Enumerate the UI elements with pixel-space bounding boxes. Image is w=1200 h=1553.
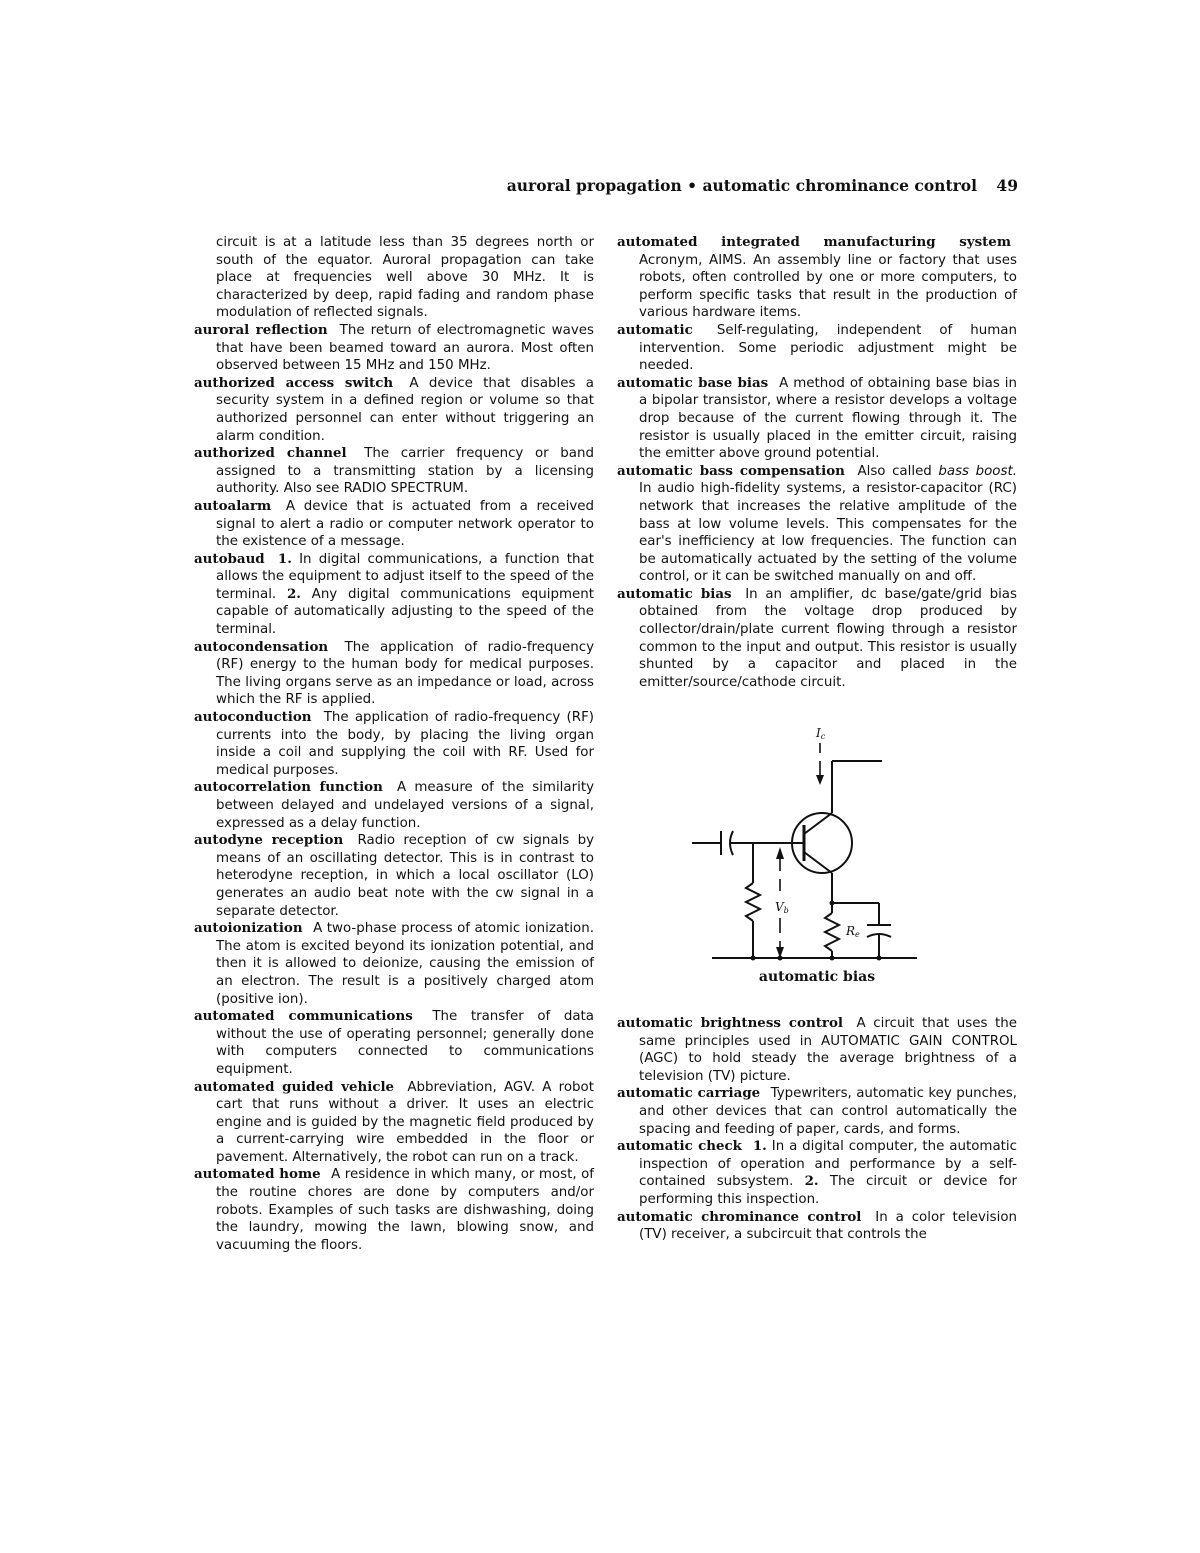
dictionary-entry: [194, 920, 594, 1008]
entry-definition: Acronym, AIMS. An assembly line or factory that uses robots, often controlled by one or more computers, to perform specific tasks that result in the production of various hardware items.: [639, 252, 1017, 321]
entry-definition: In a color television (TV) receiver, a subcircuit that controls the: [639, 1209, 1018, 1243]
entry-term: authorized access switch: [194, 374, 394, 391]
dictionary-entry: [617, 463, 1017, 586]
entry-term: automated integrated manufacturing system: [617, 234, 1011, 250]
entry-definition: A residence in which many, or most, of the routine chores are done by computers and/or robots. Examples of such tasks are dishwashing, doing the laundry, mowing the lawn, blowing snow, and vacuuming the floors.: [216, 1167, 594, 1253]
entry-term: autoionization: [194, 920, 303, 937]
collector-current-arrow: [816, 775, 824, 785]
dictionary-entry: [617, 1015, 1017, 1085]
entry-term: autocondensation: [194, 638, 329, 655]
entry-term: automatic check: [617, 1138, 742, 1155]
dictionary-entry: [617, 1209, 1017, 1244]
dictionary-entry: [617, 322, 1017, 375]
automatic-bias-figure: [617, 713, 1017, 987]
entry-definition: A two-phase process of atomic ionization. The atom is excited beyond its ionization potential, and then it is allowed to deionize, causing the emission of an electron. The result is a positively charged atom (positive ion).: [216, 921, 594, 1007]
entry-definition: In digital communications, a function that allows the equipment to adjust itself to the speed of the terminal.: [216, 551, 594, 602]
entry-definition: Also called: [857, 463, 932, 479]
dictionary-entry: [617, 1085, 1017, 1138]
page-number: 49: [996, 176, 1018, 195]
dictionary-entry-continued: circuit is at a latitude less than 35 degrees north or south of the equator. Auroral propagation can take place at frequencies well above 30 MHz. It is characterized by deep, rapid fading and random phase modulation of reflected signals.: [216, 235, 594, 321]
entry-term: automatic chrominance control: [617, 1208, 862, 1225]
entry-definition: In a digital computer, the automatic inspection of operation and performance by a self-contained subsystem.: [639, 1139, 1018, 1190]
sense-number: 1.: [752, 1138, 767, 1155]
entry-definition: A circuit that uses the same principles used in AUTOMATIC GAIN CONTROL (AGC) to hold steady the average brightness of a television (TV) picture.: [639, 1016, 1017, 1084]
sense-number: 1.: [277, 550, 292, 567]
entry-term: automatic brightness control: [617, 1015, 843, 1032]
entry-term: automatic bass compensation: [617, 462, 845, 479]
dictionary-entry: [194, 498, 594, 551]
entry-synonym: bass boost.: [938, 463, 1017, 479]
entry-definition: The circuit or device for performing this inspection.: [639, 1174, 1017, 1207]
entry-definition: A measure of the similarity between delayed and undelayed versions of a signal, expressed as a delay function.: [216, 780, 594, 831]
dictionary-entry: [194, 1008, 594, 1078]
entry-term: automated guided vehicle: [194, 1078, 395, 1095]
entry-definition: The application of radio-frequency (RF) energy to the human body for medical purposes. The living organs serve as an impedance or load, across which the RF is applied.: [216, 639, 595, 708]
emitter-resistor: [825, 913, 839, 951]
dictionary-entry: [194, 375, 594, 445]
dictionary-entry: [194, 779, 594, 832]
entry-definition: A device that is actuated from a received signal to alert a radio or computer network operator to the existence of a message.: [216, 498, 594, 550]
entry-definition: The return of electromagnetic waves that have been beamed toward an aurora. Most often observed between 15 MHz and 150 MHz.: [216, 322, 594, 374]
dictionary-entry: [194, 709, 594, 779]
entry-term: automatic carriage: [617, 1085, 761, 1102]
entry-definition: The transfer of data without the use of operating personnel; generally done with computers connected to communications equipment.: [216, 1009, 594, 1077]
entry-definition: Any digital communications equipment capable of automatically adjusting to the speed of the terminal.: [216, 586, 594, 638]
dictionary-entry: [194, 1166, 594, 1254]
entry-definition: The carrier frequency or band assigned to a transmitting station by a licensing authority. Also see RADIO SPECTRUM.: [216, 446, 594, 497]
entry-definition: A device that disables a security system in a defined region or volume so that authorized personnel can enter without triggering an alarm condition.: [216, 375, 594, 444]
entry-term: autobaud: [194, 550, 265, 567]
dictionary-entry: [194, 551, 594, 639]
entry-term: autocorrelation function: [194, 779, 383, 796]
running-head-title: auroral propagation • automatic chrominance control: [506, 176, 978, 195]
right-column: [617, 234, 1017, 1244]
dictionary-entry: [194, 445, 594, 498]
entry-definition: A method of obtaining base bias in a bipolar transistor, where a resistor develops a voltage drop because of the current flowing through it. The resistor is usually placed in the emitter circuit, raising the emitter above ground potential.: [639, 375, 1017, 462]
figure-caption: automatic bias: [758, 969, 876, 986]
entry-definition: Self-regulating, independent of human intervention. Some periodic adjustment might be needed.: [639, 322, 1017, 374]
entry-definition: Typewriters, automatic key punches, and other devices that can control automatically the spacing and feeding of paper, cards, and forms.: [639, 1086, 1017, 1137]
vb-label: Vb: [775, 900, 789, 916]
dictionary-entry: [617, 586, 1017, 692]
dictionary-entry: [194, 639, 594, 709]
entry-definition: In audio high-fidelity systems, a resistor-capacitor (RC) network that increases the relative amplitude of the bass at low volume levels. This compensates for the ear's inefficiency at low frequencies. The function can be automatically actuated by the setting of the volume control, or it can be switched manually on and off.: [639, 481, 1017, 585]
entry-term: automated communications: [194, 1008, 413, 1025]
entry-definition: The application of radio-frequency (RF) currents into the body, by placing the living organ inside a coil and supplying the coil with RF. Used for medical purposes.: [216, 710, 594, 778]
entry-definition: Radio reception of cw signals by means of an oscillating detector. This is in contrast to heterodyne reception, in which a local oscillator (LO) generates an audio beat note with the cw signal in a separate detector.: [216, 833, 595, 919]
entry-term: automatic base bias: [617, 374, 769, 391]
left-column: [194, 234, 594, 1254]
re-label: Re: [846, 924, 860, 940]
dictionary-entry: [194, 1079, 594, 1167]
entry-term: automatic: [617, 321, 693, 338]
dictionary-entry: [617, 1138, 1017, 1208]
dictionary-entry: [617, 375, 1017, 463]
running-header: [194, 176, 1018, 195]
sense-number: 2.: [804, 1173, 819, 1190]
entry-term: authorized channel: [194, 445, 347, 462]
automatic-bias-schematic: [617, 713, 1017, 963]
entry-definition: In an amplifier, dc base/gate/grid bias obtained from the voltage drop produced by collector/drain/plate current flowing through a resistor common to the input and output. This resistor is usually shunted by a capacitor and placed in the emitter/source/cathode circuit.: [639, 586, 1017, 690]
bias-voltage-arrow-up: [776, 847, 784, 859]
base-resistor: [746, 883, 760, 921]
ic-label: Ic: [816, 726, 826, 742]
entry-term: autoalarm: [194, 497, 272, 514]
entry-term: automatic bias: [617, 585, 732, 602]
entry-term: autodyne reception: [194, 832, 344, 849]
dictionary-entry: [194, 832, 594, 920]
dictionary-entry: [194, 322, 594, 375]
sense-number: 2.: [286, 585, 301, 602]
entry-term: auroral reflection: [194, 321, 328, 338]
entry-definition: Abbreviation, AGV. A robot cart that runs without a driver. It uses an electric engine and is guided by the magnetic field produced by a current-carrying wire embedded in the floor or pavement. Alternatively, the robot can run on a track.: [216, 1079, 594, 1165]
entry-term: automated home: [194, 1166, 321, 1183]
entry-term: autoconduction: [194, 709, 312, 726]
dictionary-entry: [617, 234, 1017, 322]
